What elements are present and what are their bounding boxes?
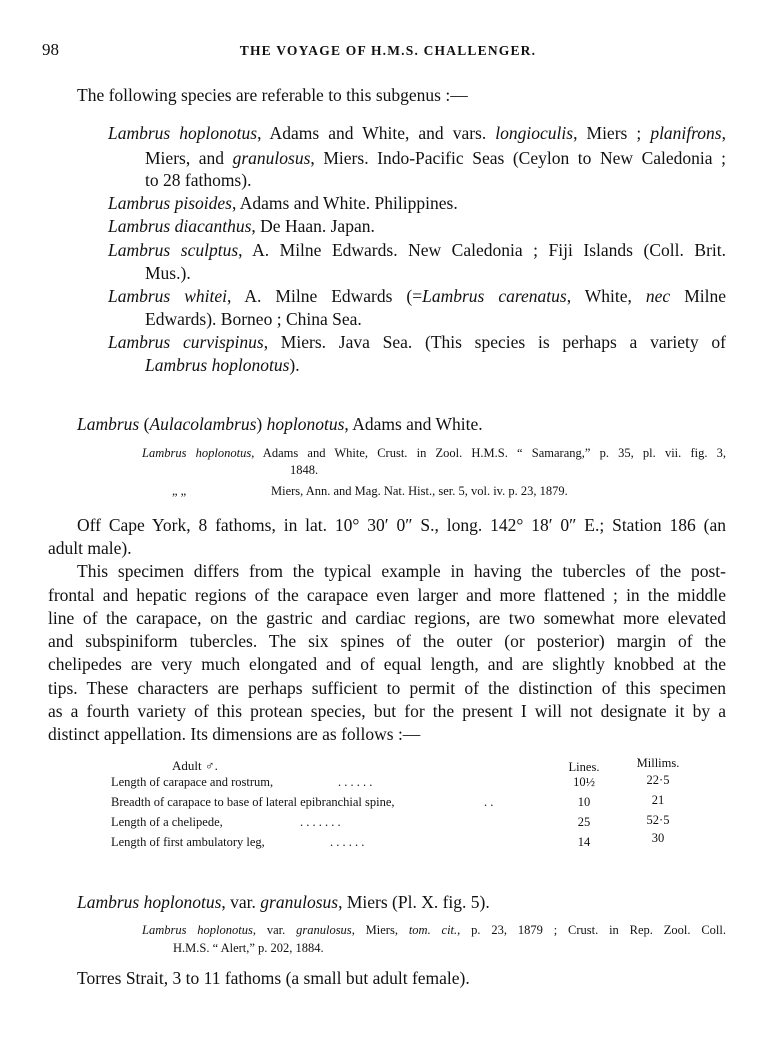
variety-name: granulosus (296, 923, 352, 937)
heading-text: , var. (221, 892, 261, 912)
table-cell-lines: 14 (577, 835, 591, 849)
paragraph-line: This specimen differs from the typical example in having the tubercles of the post- (77, 561, 726, 581)
reference-citation: Miers, Ann. and Mag. Nat. Hist., ser. 5, vol. iv. p. 23, 1879. (271, 484, 568, 498)
species-name: Lambrus whitei (108, 286, 228, 306)
species-text: Milne (670, 286, 726, 306)
table-row-label: Length of a chelipede, (111, 815, 223, 829)
table-row-label: Length of carapace and rostrum, (111, 775, 274, 789)
species-name: Lambrus hoplonotus (145, 355, 290, 375)
table-cell-lines: 10½ (573, 775, 595, 789)
species-name: Lambrus pisoides (108, 193, 232, 213)
leader-dots: . . . . . . . (300, 815, 341, 829)
table-row-label: Breadth of carapace to base of lateral epibranchial spine, (111, 795, 395, 809)
species-text: Miers, and (145, 148, 233, 168)
species-entry (108, 285, 726, 307)
latin-word: nec (645, 286, 671, 306)
species-text: , Adams and White, and vars. (257, 123, 496, 143)
species-entry-cont (145, 147, 726, 169)
paragraph-line: chelipedes are very much elongated and of equal length, and are slightly knobbed at the (48, 654, 726, 674)
running-title: THE VOYAGE OF H.M.S. CHALLENGER. (239, 43, 537, 58)
citation-text: , var. (252, 923, 297, 937)
section-heading (77, 413, 483, 435)
paragraph-line: tips. These characters are perhaps sufficient to permit of the distinction of this specimen (48, 678, 726, 698)
species-entry (108, 122, 726, 144)
species-name: Lambrus hoplonotus (142, 923, 253, 937)
table-cell-lines: 10 (577, 795, 591, 809)
subgenus-name: Aulacolambrus (149, 414, 257, 434)
species-text: , (721, 123, 726, 143)
species-name: Lambrus hoplonotus (77, 892, 222, 912)
heading-text: ) (256, 414, 267, 434)
reference-citation (142, 445, 726, 462)
citation-text: , Miers, (351, 923, 409, 937)
heading-text: , Miers (Pl. X. fig. 5). (338, 892, 490, 912)
variety-name: granulosus (232, 148, 311, 168)
intro-sentence: The following species are referable to this subgenus :— (77, 85, 468, 105)
species-text: , White, (566, 286, 646, 306)
synonym-name: Lambrus carenatus (422, 286, 567, 306)
table-cell-millims: 22·5 (646, 773, 670, 787)
locality-text-cont: adult male). (48, 538, 132, 558)
table-cell-millims: 21 (651, 793, 665, 807)
species-name: Lambrus hoplonotus (142, 446, 252, 460)
species-entry-cont: to 28 fathoms). (145, 170, 252, 190)
locality-text: Torres Strait, 3 to 11 fathoms (a small but adult female). (77, 968, 470, 988)
species-text: , Adams and White. Philippines. (231, 193, 458, 213)
species-name: Lambrus diacanthus (108, 216, 252, 236)
species-text: , A. Milne Edwards (= (227, 286, 423, 306)
variety-name: longioculis (495, 123, 574, 143)
citation-text: , Adams and White, Crust. in Zool. H.M.S. “ Samarang,” p. 35, pl. vii. fig. 3, (251, 446, 726, 460)
paragraph-line: line of the carapace, on the gastric and cardiac regions, are two somewhat more elevated (48, 608, 726, 628)
species-entry (108, 215, 375, 237)
heading-text: ( (139, 414, 150, 434)
paragraph-line: distinct appellation. Its dimensions are as follows :— (48, 724, 421, 744)
ditto-marks: „ „ (172, 484, 187, 498)
leader-dots: . . (484, 795, 494, 809)
paragraph-line: frontal and hepatic regions of the carapace even larger and more flattened ; in the middle (48, 585, 726, 605)
species-entry (108, 192, 458, 214)
species-text: , Miers. Indo-Pacific Seas (Ceylon to New Caledonia ; (310, 148, 726, 168)
heading-text: , Adams and White. (344, 414, 483, 434)
species-text: , De Haan. Japan. (251, 216, 375, 236)
species-name: hoplonotus (266, 414, 345, 434)
leader-dots: . . . . . . (330, 835, 365, 849)
reference-citation-cont: 1848. (290, 463, 319, 477)
variety-name: granulosus (260, 892, 339, 912)
section-heading (77, 891, 490, 913)
species-entry (108, 239, 726, 261)
table-cell-millims: 30 (651, 831, 665, 845)
table-cell-millims: 52·5 (646, 813, 670, 827)
locality-text: Off Cape York, 8 fathoms, in lat. 10° 30′ 0″ S., long. 142° 18′ 0″ E.; Station 186 (an (77, 515, 726, 535)
species-entry (108, 331, 726, 353)
leader-dots: . . . . . . (338, 775, 373, 789)
species-name: Lambrus hoplonotus (108, 123, 258, 143)
table-row-label: Length of first ambulatory leg, (111, 835, 265, 849)
reference-citation-cont: H.M.S. “ Alert,” p. 202, 1884. (173, 941, 324, 955)
species-text: , A. Milne Edwards. New Caledonia ; Fiji Islands (Coll. Brit. (238, 240, 726, 260)
species-text: ). (289, 355, 300, 375)
column-header-millims: Millims. (636, 756, 680, 770)
species-name: Lambrus sculptus (108, 240, 239, 260)
species-text: , Miers ; (573, 123, 651, 143)
table-caption: Adult ♂. (172, 758, 218, 773)
species-entry-cont (145, 354, 300, 376)
citation-text: , p. 23, 1879 ; Crust. in Rep. Zool. Coll. (457, 923, 727, 937)
genus-name: Lambrus (77, 414, 140, 434)
species-entry-cont: Edwards). Borneo ; China Sea. (145, 309, 362, 329)
paragraph-line: and subspiniform tubercles. The six spines of the outer (or posterior) margin of the (48, 631, 726, 651)
page-number: 98 (42, 40, 59, 59)
species-entry-cont: Mus.). (145, 263, 191, 283)
reference-citation (142, 922, 726, 939)
species-text: , Miers. Java Sea. (This species is perhaps a variety of (263, 332, 726, 352)
species-name: Lambrus curvispinus (108, 332, 264, 352)
latin-abbrev: tom. cit. (408, 923, 458, 937)
variety-name: planifrons (650, 123, 722, 143)
paragraph-line: as a fourth variety of this protean species, but for the present I will not designate it by a (48, 701, 726, 721)
column-header-lines: Lines. (568, 760, 600, 774)
table-cell-lines: 25 (577, 815, 591, 829)
